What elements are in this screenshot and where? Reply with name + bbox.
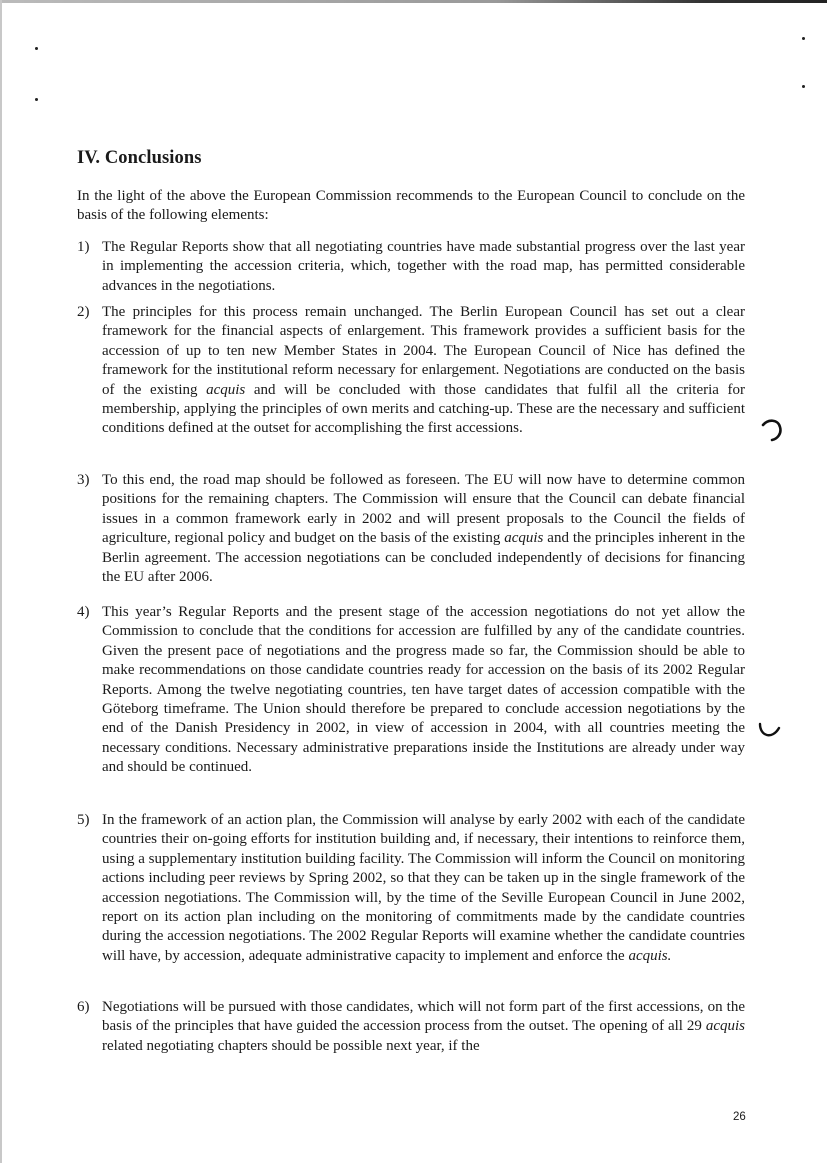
item-text <box>102 471 745 587</box>
italic-term: acquis <box>705 1018 745 1035</box>
scan-speck <box>35 98 38 101</box>
item-text <box>102 998 745 1056</box>
scan-speck <box>802 37 805 40</box>
scan-mark-curve <box>756 718 784 746</box>
list-item <box>77 603 745 778</box>
item-number: 1) <box>77 239 90 255</box>
list-item <box>77 303 745 439</box>
list-item <box>77 238 745 296</box>
item-text <box>102 303 745 439</box>
text-run: related negotiating chapters should be possible next year, if the <box>102 1037 480 1054</box>
text-run: The principles for this process remain unchanged. The Berlin European Council has set out a clear framework for the financial aspects of enlargement. This framework provides a sufficient basis for the accession of up to ten new Member States in 2004. The European Council of Nice has defined the framework for the institutional reform necessary for enlargement. Negotiations are conducted on the basis of the existing <box>102 304 745 398</box>
scan-left-edge <box>0 0 2 1163</box>
text-run: and will be concluded with those candidates that fulfil all the criteria for membership, applying the principles of own merits and catching-up. These are the necessary and sufficient conditions defined at the outset for accomplishing the first accessions. <box>102 381 745 437</box>
text-run: This year’s Regular Reports and the present stage of the accession negotiations do not yet allow the Commission to conclude that the conditions for accession are fulfilled by any of the candidate countries. Given the present pace of negotiations and the progress made so far, the Commission should be able to make recommendations on those candidate countries ready for accession on the basis of its 2002 Regular Reports. Among the twelve negotiating countries, ten have target dates of accession compatible with the Göteborg timeframe. The Union should therefore be prepared to conclude accession negotiations by the end of the Danish Presidency in 2002, in view of accession in 2004, with all countries meeting the necessary conditions. Necessary administrative preparations inside the Institutions are already under way and should be continued. <box>102 604 745 776</box>
text-run: The Regular Reports show that all negotiating countries have made substantial progress over the last year in implementing the accession criteria, which, together with the road map, has permitted considerable advances in the negotiations. <box>102 239 745 294</box>
page-number: 26 <box>733 1111 746 1123</box>
item-text <box>102 238 745 296</box>
text-run: In the framework of an action plan, the Commission will analyse by early 2002 with each of the candidate countries their on-going efforts for institution building and, if necessary, their intentions to reinforce them, using a supplementary institution building facility. The Commission will inform the Council on monitoring actions including peer reviews by Spring 2002, so that they can be taken up in the single framework of the accession negotiations. The Commission will, by the time of the Seville European Council in June 2002, report on its action plan including on the monitoring of commitments made by the candidate countries during the accession negotiations. The 2002 Regular Reports will examine whether the candidate countries will have, by accession, adequate administrative capacity to implement and enforce the <box>102 812 745 964</box>
item-number: 2) <box>77 304 90 320</box>
item-text <box>102 603 745 778</box>
intro-paragraph: In the light of the above the European Commission recommends to the European Council to conclude on the basis of the following elements: <box>77 188 745 224</box>
scan-top-border <box>0 0 827 3</box>
italic-term: acquis. <box>628 947 672 964</box>
item-number: 4) <box>77 604 90 620</box>
item-text <box>102 811 745 966</box>
scan-speck <box>35 47 38 50</box>
item-number: 3) <box>77 472 90 488</box>
item-number: 6) <box>77 999 90 1015</box>
scan-speck <box>802 85 805 88</box>
list-item <box>77 811 745 966</box>
italic-term: acquis <box>504 530 544 547</box>
scan-mark-curve <box>760 417 786 443</box>
text-run: Negotiations will be pursued with those candidates, which will not form part of the first accessions, on the basis of the principles that have guided the accession process from the outset. The opening of all 29 <box>102 999 745 1035</box>
text-run: To this end, the road map should be followed as foreseen. The EU will now have to determine common positions for the remaining chapters. The Commission will ensure that the Council can debate financial issues in a common framework early in 2002 and will present proposals to the Council the fields of agriculture, regional policy and budget on the basis of the existing <box>102 472 745 547</box>
italic-term: acquis <box>206 381 246 398</box>
section-heading: IV. Conclusions <box>77 148 202 168</box>
list-item <box>77 471 745 587</box>
item-number: 5) <box>77 812 90 828</box>
list-item <box>77 998 745 1056</box>
text-run: and the principles inherent in the Berlin agreement. The accession negotiations can be concluded independently of decisions for financing the EU after 2006. <box>102 530 745 586</box>
